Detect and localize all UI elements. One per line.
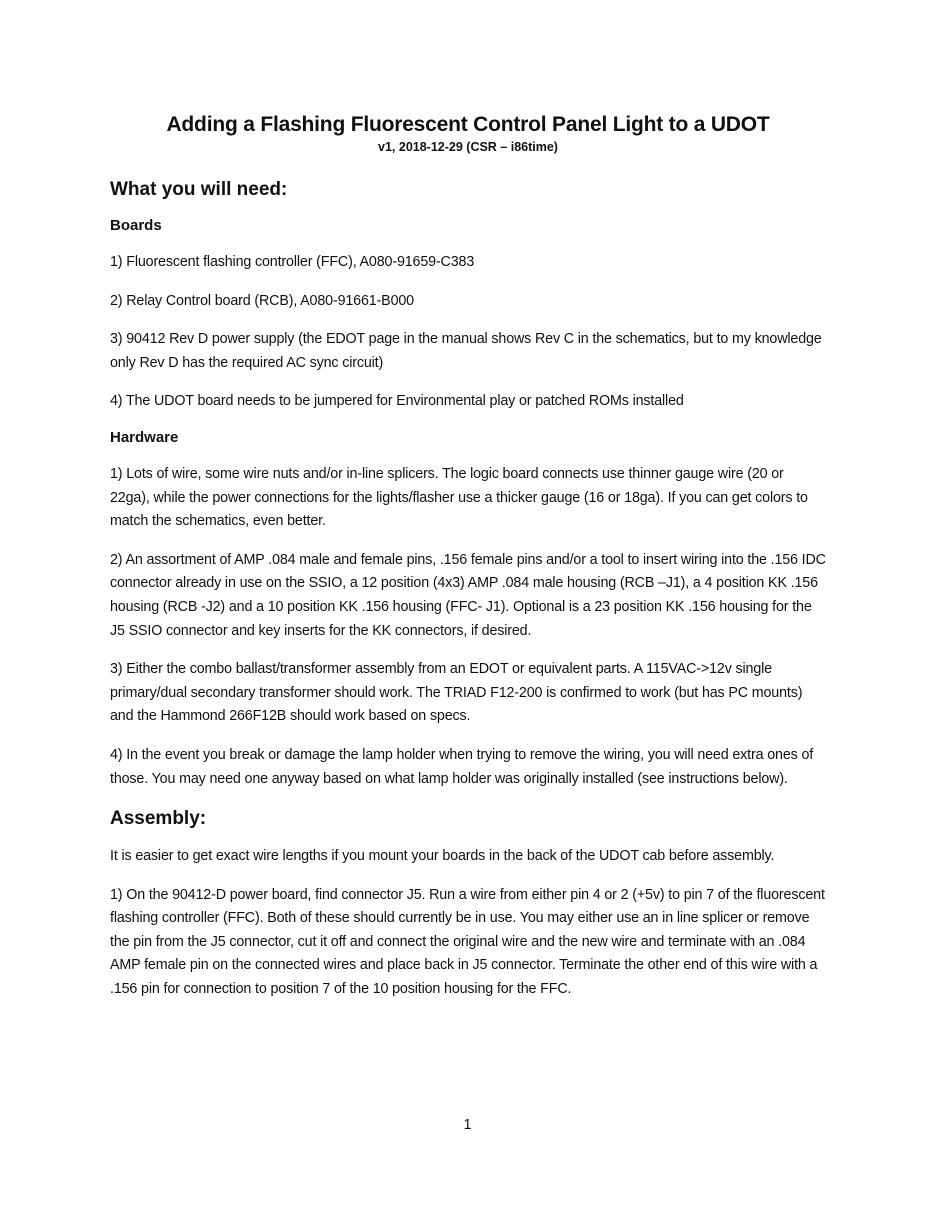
boards-item-4: 4) The UDOT board needs to be jumpered for Environmental play or patched ROMs installed (110, 393, 684, 410)
hardware-item-3: 3) Either the combo ballast/transformer assembly from an EDOT or equivalent parts. A 115VAC->12v single primary/dual secondary transformer should work. The TRIAD F12-200 is confirmed to work (but has PC mounts) and the Hammond 266F12B should work based on specs. (110, 661, 803, 725)
subsection-heading-hardware: Hardware (110, 428, 179, 446)
section-heading-assembly: Assembly: (110, 808, 207, 830)
hardware-item-1: 1) Lots of wire, some wire nuts and/or in-line splicers. The logic board connects use thinner gauge wire (20 or 22ga), while the power connections for the lights/flasher use a thicker gauge (16 or 18ga). If you can get colors to match the schematics, even better. (110, 465, 808, 530)
hardware-item-2: 2) An assortment of AMP .084 male and female pins, .156 female pins and/or a tool to insert wiring into the .156 IDC connector already in use on the SSIO, a 12 position (4x3) AMP .084 male housing (RCB –J1), a 4 position KK .156 housing (RCB -J2) and a 10 position KK .156 housing (FFC- J1). Optional is a 23 position KK .156 housing for the J5 SSIO connector and key inserts for the KK connectors, if desired. (110, 551, 826, 639)
document-body (110, 112, 826, 1002)
page-number: 1 (463, 1117, 472, 1133)
assembly-step-1: 1) On the 90412-D power board, find connector J5. Run a wire from either pin 4 or 2 (+5v) to pin 7 of the fluorescent flashing controller (FFC). Both of these should currently be in use. You may either use an in line splicer or remove the pin from the J5 connector, cut it off and connect the original wire and the new wire and terminate with an .084 AMP female pin on the connected wires and place back in J5 connector. Terminate the other end of this wire with a .156 pin for connection to position 7 of the 10 position housing for the FFC. (110, 886, 825, 998)
subsection-heading-boards: Boards (110, 217, 162, 234)
section-heading-what-you-will-need: What you will need: (110, 179, 288, 200)
boards-item-3: 3) 90412 Rev D power supply (the EDOT page in the manual shows Rev C in the schematics, but to my knowledge only Rev D has the required AC sync circuit) (110, 331, 822, 371)
hardware-item-4: 4) In the event you break or damage the lamp holder when trying to remove the wiring, you will need extra ones of those. You may need one anyway based on what lamp holder was originally installed (see instructions below). (110, 746, 814, 787)
document-version-line: v1, 2018-12-29 (CSR – i86time) (378, 140, 558, 154)
document-title: Adding a Flashing Fluorescent Control Panel Light to a UDOT (166, 113, 770, 136)
boards-item-1: 1) Fluorescent flashing controller (FFC), A080-91659-C383 (110, 254, 475, 270)
boards-item-2: 2) Relay Control board (RCB), A080-91661-B000 (110, 292, 414, 309)
assembly-intro: It is easier to get exact wire lengths if you mount your boards in the back of the UDOT cab before assembly. (110, 848, 775, 865)
